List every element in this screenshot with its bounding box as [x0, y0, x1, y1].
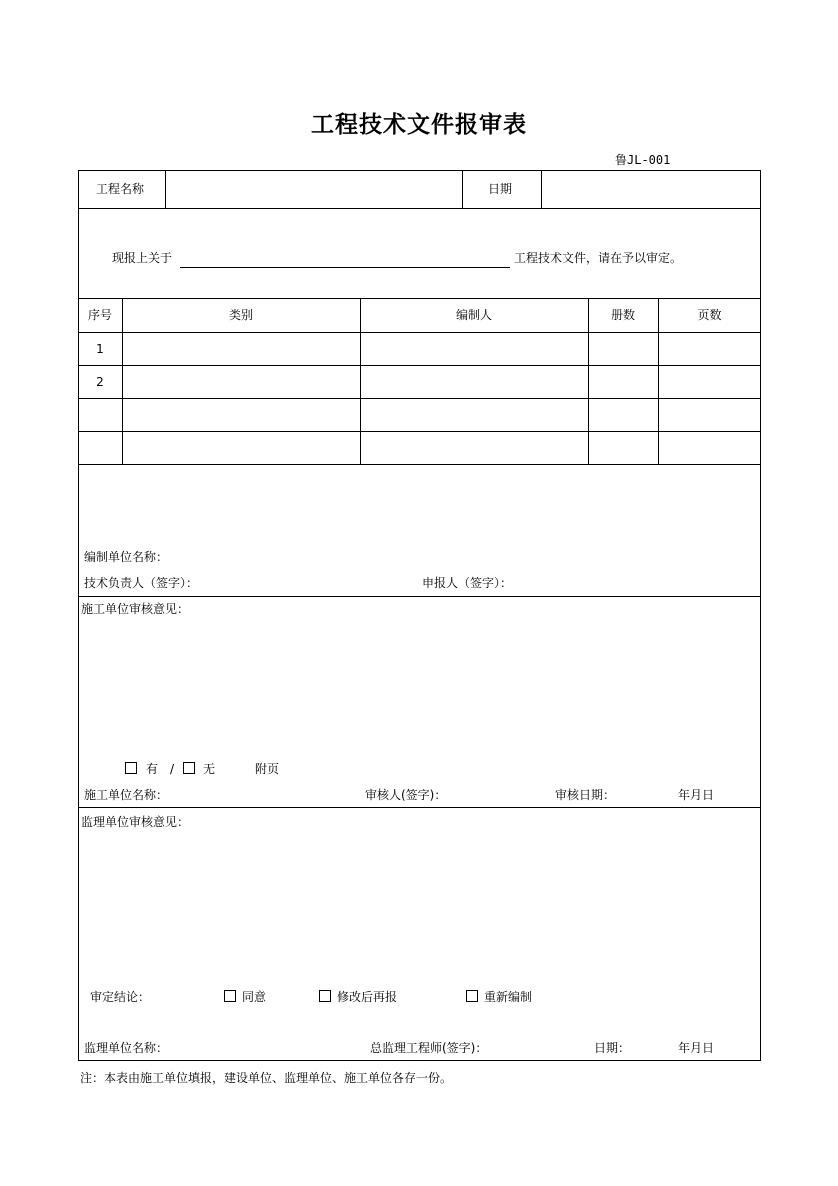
supervision-date-label: 日期：: [594, 1041, 631, 1055]
recompile-label: 重新编制: [484, 990, 533, 1004]
col-header-category: 类别: [228, 308, 253, 322]
rule-construction-bottom: [78, 807, 761, 808]
supervision-opinion-label: 监理单位审核意见：: [81, 815, 190, 829]
chief-engineer-signature-label: 总监理工程师(签字)：: [370, 1041, 488, 1055]
rule-header-bottom: [78, 208, 761, 209]
construction-opinion-label: 施工单位审核意见：: [81, 602, 190, 616]
col-header-author: 编制人: [455, 308, 492, 322]
date-field[interactable]: [546, 174, 756, 204]
col-header-seq: 序号: [87, 308, 112, 322]
table-row-3-category[interactable]: [126, 401, 356, 429]
recompile-checkbox[interactable]: [466, 990, 478, 1002]
form-title: 工程技术文件报审表: [311, 112, 527, 138]
col-header-pages: 页数: [697, 308, 722, 322]
footer-note: 注：本表由施工单位填报，建设单位、监理单位、施工单位各存一份。: [80, 1071, 453, 1085]
compile-unit-name-label: 编制单位名称：: [84, 550, 169, 564]
approve-checkbox[interactable]: [224, 990, 236, 1002]
rule-table-v2: [360, 298, 361, 464]
table-row-2-pages[interactable]: [662, 368, 757, 396]
has-attachment-label: 有: [146, 762, 159, 776]
rule-header-v2: [462, 170, 463, 208]
table-row-3-volumes[interactable]: [592, 401, 654, 429]
rule-header-v3: [541, 170, 542, 208]
table-row-4-author[interactable]: [364, 434, 584, 462]
rule-table-v1: [122, 298, 123, 464]
table-row-3-author[interactable]: [364, 401, 584, 429]
table-row-3-pages[interactable]: [662, 401, 757, 429]
supervision-ymd-label: 年月日: [678, 1041, 715, 1055]
table-row-1-volumes[interactable]: [592, 335, 654, 363]
table-row-4-category[interactable]: [126, 434, 356, 462]
no-attachment-checkbox[interactable]: [183, 762, 195, 774]
request-prefix: 现报上关于: [112, 251, 173, 265]
table-row-1-seq: 1: [96, 342, 104, 356]
no-attachment-label: 无: [203, 762, 216, 776]
rule-table-bottom: [78, 464, 761, 465]
table-row-2-category[interactable]: [126, 368, 356, 396]
table-row-4-volumes[interactable]: [592, 434, 654, 462]
conclusion-label: 审定结论：: [90, 990, 151, 1004]
table-row-1-author[interactable]: [364, 335, 584, 363]
request-blank-field[interactable]: [180, 251, 510, 268]
table-row-4-pages[interactable]: [662, 434, 757, 462]
approve-label: 同意: [242, 990, 267, 1004]
review-date-label: 审核日期：: [555, 788, 616, 802]
table-row-1-pages[interactable]: [662, 335, 757, 363]
review-ymd-label: 年月日: [678, 788, 715, 802]
rule-table-v3: [588, 298, 589, 464]
attachment-page-label: 附页: [255, 762, 280, 776]
rule-header-v1: [165, 170, 166, 208]
applicant-signature-label: 申报人（签字）：: [422, 576, 513, 590]
date-label: 日期: [488, 182, 513, 196]
construction-unit-name-label: 施工单位名称：: [84, 788, 169, 802]
table-row-2-seq: 2: [96, 375, 104, 389]
revise-resubmit-checkbox[interactable]: [319, 990, 331, 1002]
rule-compile-bottom: [78, 596, 761, 597]
table-row-2-author[interactable]: [364, 368, 584, 396]
has-attachment-checkbox[interactable]: [125, 762, 137, 774]
project-name-field[interactable]: [170, 174, 458, 204]
table-row-2-volumes[interactable]: [592, 368, 654, 396]
request-suffix: 工程技术文件，请在予以审定。: [514, 251, 683, 265]
reviewer-signature-label: 审核人(签字)：: [365, 788, 447, 802]
rule-table-v4: [658, 298, 659, 464]
form-code: 鲁JL-001: [615, 153, 671, 167]
revise-resubmit-label: 修改后再报: [337, 990, 398, 1004]
tech-lead-signature-label: 技术负责人（签字）：: [84, 576, 199, 590]
col-header-volumes: 册数: [610, 308, 635, 322]
table-row-1-category[interactable]: [126, 335, 356, 363]
project-name-label: 工程名称: [96, 182, 145, 196]
supervision-unit-name-label: 监理单位名称：: [84, 1041, 169, 1055]
attachment-slash: /: [170, 762, 175, 776]
